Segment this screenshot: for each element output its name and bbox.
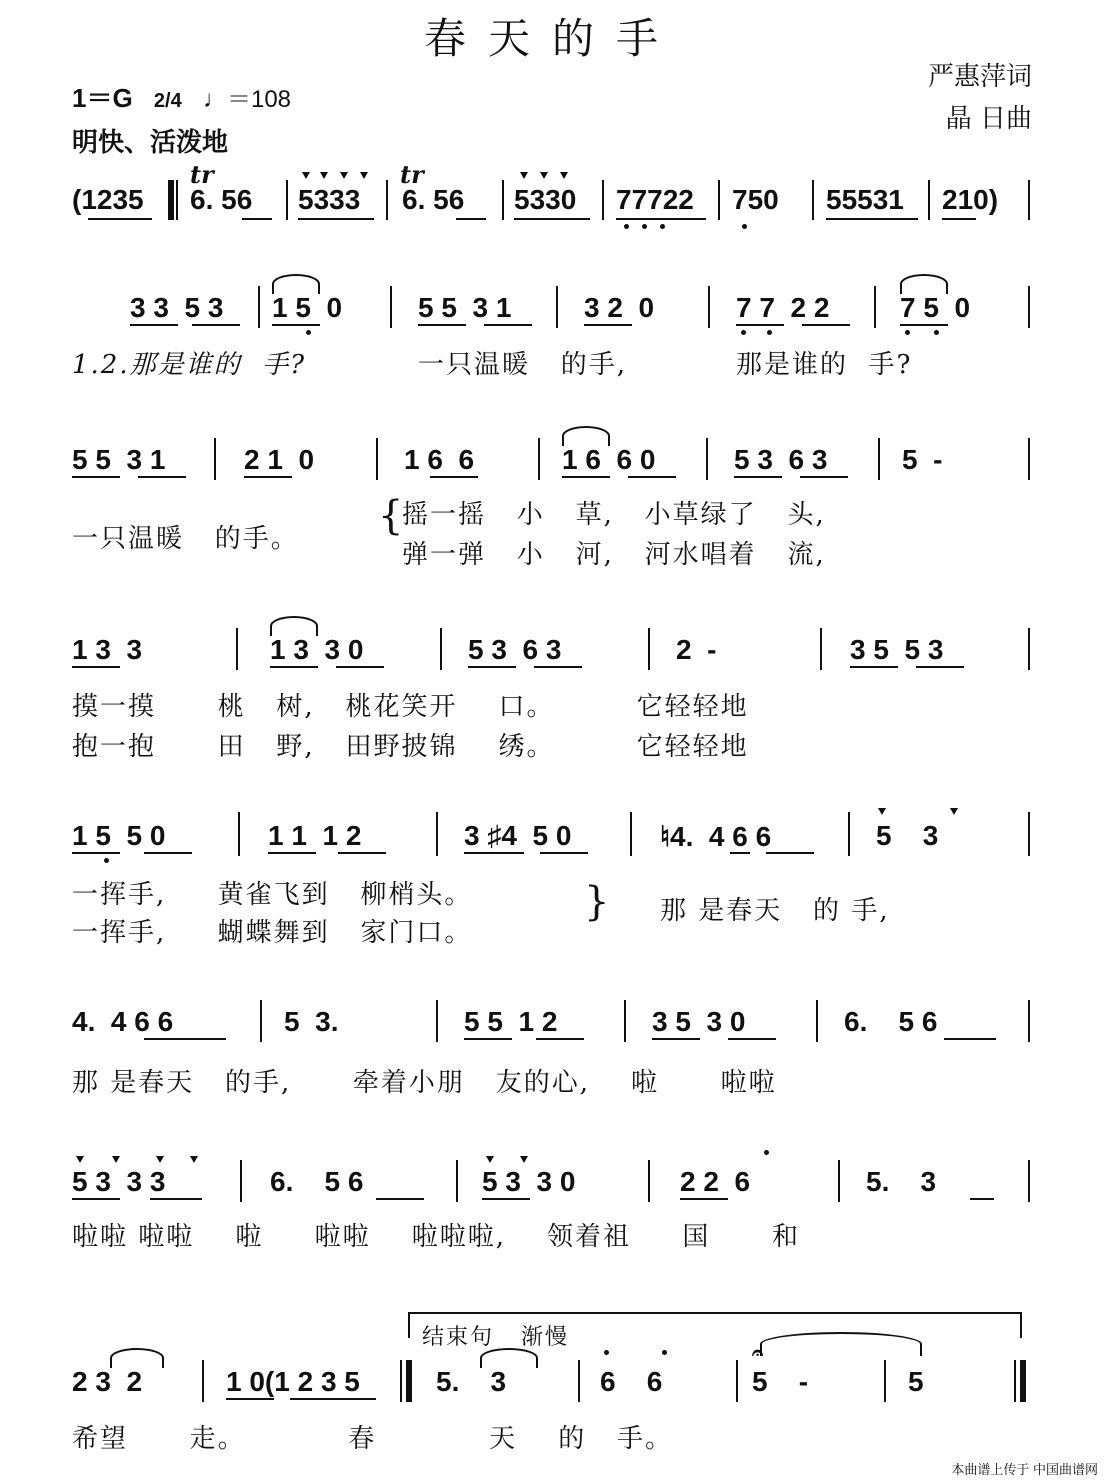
accent-mark	[878, 808, 886, 815]
underline	[242, 218, 272, 220]
underline	[464, 852, 524, 854]
ending-bracket-right	[1020, 1312, 1022, 1338]
accent-mark	[540, 172, 548, 179]
measure: 5. 3	[866, 1166, 937, 1197]
barline	[1028, 812, 1030, 856]
underline	[144, 1038, 226, 1040]
slur	[480, 1348, 538, 1368]
barline	[820, 628, 822, 670]
barline	[202, 1360, 204, 1402]
barline	[630, 812, 632, 856]
measure: 6. 5 6	[844, 1006, 938, 1037]
high-dot	[604, 1350, 609, 1355]
slur	[270, 616, 318, 636]
repeat-bar	[406, 1360, 412, 1402]
accent-mark	[486, 1156, 494, 1163]
underline	[464, 1038, 512, 1040]
barline	[1028, 1160, 1030, 1202]
low-dot	[104, 858, 109, 863]
verse-brace: {	[378, 493, 404, 539]
accent-mark	[340, 172, 348, 179]
measure: 55531	[826, 184, 904, 215]
underline	[802, 324, 850, 326]
lyric-verse-1: 一挥手, 黄雀飞到 柳梢头。	[72, 880, 473, 910]
song-title: 春天的手	[423, 14, 680, 63]
underline	[226, 1398, 274, 1400]
barline	[816, 1000, 818, 1042]
underline	[584, 324, 632, 326]
underline	[628, 476, 676, 478]
measure: (1235	[72, 184, 144, 215]
underline	[800, 476, 848, 478]
measure: 210)	[942, 184, 999, 215]
underline	[138, 476, 186, 478]
underline	[766, 852, 814, 854]
barline	[238, 812, 240, 856]
expression-marking: 明快、活泼地	[72, 127, 229, 157]
barline	[838, 1160, 840, 1202]
underline	[942, 218, 976, 220]
measure: 7 5 0	[900, 292, 971, 323]
underline	[130, 324, 178, 326]
barline	[376, 438, 378, 480]
accent-mark	[520, 1156, 528, 1163]
barline	[624, 1000, 626, 1042]
underline	[680, 1198, 728, 1200]
underline	[944, 1038, 996, 1040]
lyric-line: 啦啦 啦啦 啦 啦啦 啦啦啦, 领着祖 国 和	[72, 1222, 800, 1252]
measure: 5 -	[902, 444, 943, 475]
underline	[418, 324, 466, 326]
accent-mark	[76, 1156, 84, 1163]
low-dot	[624, 224, 629, 229]
measure: 6. 5 6	[270, 1166, 364, 1197]
low-dot	[934, 330, 939, 335]
underline	[336, 666, 384, 668]
underline	[850, 666, 898, 668]
barline	[1028, 1000, 1030, 1042]
barline	[456, 1160, 458, 1202]
measure: 1 3 3	[72, 634, 143, 665]
final-bar	[1020, 1360, 1026, 1402]
accent-mark	[190, 1156, 198, 1163]
time-signature: 2/4	[153, 90, 182, 112]
measure: 7 7 2 2	[736, 292, 830, 323]
measure: 1 1 1 2	[268, 820, 362, 851]
key-signature: 1＝G	[72, 83, 133, 113]
measure: 2 -	[676, 634, 717, 665]
tie	[760, 1332, 922, 1356]
underline	[730, 852, 750, 854]
underline	[72, 1198, 120, 1200]
underline	[826, 218, 918, 220]
composer-credit: 晶 日曲	[945, 104, 1032, 134]
verse-brace: }	[584, 879, 610, 925]
underline	[916, 666, 964, 668]
barline	[538, 438, 540, 480]
slur	[562, 426, 610, 446]
low-dot	[905, 330, 910, 335]
low-dot	[767, 330, 772, 335]
underline	[456, 218, 486, 220]
measure: 77722	[616, 184, 694, 215]
lyric-verse-2: 弹一弹 小 河, 河水唱着 流,	[402, 540, 826, 570]
underline	[272, 324, 320, 326]
barline	[718, 180, 720, 220]
underline	[298, 218, 374, 220]
trill-mark: tr	[400, 160, 424, 189]
underline	[244, 476, 292, 478]
measure: 5 3 3 3	[72, 1166, 166, 1197]
measure: 1 5 5 0	[72, 820, 166, 851]
barline	[1014, 1360, 1016, 1402]
measure: 2 1 0	[244, 444, 315, 475]
measure: 3 5 5 3	[850, 634, 944, 665]
underline	[616, 218, 706, 220]
accent-mark	[950, 808, 958, 815]
accent-mark	[302, 172, 310, 179]
underline	[144, 852, 192, 854]
barline	[874, 286, 876, 328]
underline	[900, 324, 948, 326]
barline	[236, 628, 238, 670]
lyric-verse-2: 一挥手, 蝴蝶舞到 家门口。	[72, 918, 473, 948]
barline	[648, 628, 650, 670]
underline	[514, 218, 590, 220]
trill-mark: tr	[190, 160, 214, 189]
measure: 5 3 6 3	[468, 634, 562, 665]
barline	[706, 438, 708, 480]
underline	[72, 852, 120, 854]
barline	[386, 180, 388, 220]
underline	[376, 1198, 424, 1200]
underline	[468, 666, 516, 668]
underline	[652, 1038, 700, 1040]
underline	[150, 1198, 202, 1200]
barline	[258, 286, 260, 328]
measure: 5333	[298, 184, 361, 215]
footer-credit: 本曲谱上传于 中国曲谱网	[951, 1462, 1098, 1477]
barline	[260, 1000, 262, 1042]
underline	[268, 852, 316, 854]
measure: 6. 56	[190, 184, 253, 215]
measure: 6. 56	[402, 184, 465, 215]
measure: 1 5 0	[272, 292, 343, 323]
low-dot	[741, 330, 746, 335]
measure: 5. 3	[436, 1366, 507, 1397]
underline	[534, 666, 582, 668]
measure: 3 2 0	[584, 292, 655, 323]
slur	[110, 1348, 164, 1368]
tempo-marking: ♩＝108	[202, 86, 292, 113]
underline	[562, 476, 610, 478]
underline	[734, 476, 782, 478]
lyricist-credit: 严惠萍词	[927, 62, 1032, 92]
high-dot	[662, 1350, 667, 1355]
low-dot	[306, 330, 311, 335]
underline	[736, 324, 784, 326]
barline	[1028, 438, 1030, 480]
barline	[578, 1360, 580, 1402]
underline	[536, 1038, 584, 1040]
slur	[900, 274, 948, 294]
barline	[1028, 628, 1030, 670]
barline	[648, 1160, 650, 1202]
low-dot	[660, 224, 665, 229]
underline	[88, 218, 152, 220]
underline	[72, 666, 120, 668]
barline	[436, 812, 438, 856]
barline	[240, 1160, 242, 1202]
underline	[540, 852, 588, 854]
low-dot	[642, 224, 647, 229]
underline	[338, 852, 386, 854]
underline	[72, 476, 120, 478]
underline	[728, 1038, 776, 1040]
key-tempo	[72, 78, 291, 115]
lyric-verse-1: 摇一摇 小 草, 小草绿了 头,	[402, 500, 826, 530]
barline	[812, 180, 814, 220]
measure: ♮4. 4 6 6	[660, 821, 772, 852]
measure: 1 0(1 2 3 5	[226, 1366, 360, 1397]
accent-mark	[520, 172, 528, 179]
measure: 5 -	[752, 1366, 809, 1397]
measure: 3 ♯4 5 0	[464, 820, 572, 851]
lyric-segment: 1.2.那是谁的 手?	[72, 350, 307, 380]
measure: 5 5 1 2	[464, 1006, 558, 1037]
underline	[430, 476, 478, 478]
lyric-verse-2: 抱一抱 田 野, 田野披锦 绣。 它轻轻地	[72, 732, 749, 762]
lyric-line: 希望 走。 春 天 的 手。	[72, 1424, 673, 1454]
measure: 1 6 6 0	[562, 444, 656, 475]
barline	[556, 286, 558, 328]
measure: 5 5 3 1	[72, 444, 166, 475]
measure: 2 2 6	[680, 1166, 751, 1197]
barline	[878, 438, 880, 480]
slur	[272, 274, 320, 294]
underline	[192, 324, 240, 326]
lyric-segment: 那是谁的 手?	[736, 350, 913, 380]
underline	[484, 324, 532, 326]
lyric-line: 那 是春天 的手, 牵着小朋 友的心, 啦 啦啦	[72, 1068, 777, 1098]
barline	[884, 1360, 886, 1402]
barline	[708, 286, 710, 328]
accent-mark	[360, 172, 368, 179]
measure: 2 3 2	[72, 1366, 143, 1397]
ending-bracket-top	[408, 1312, 1022, 1314]
accent-mark	[560, 172, 568, 179]
barline	[176, 180, 178, 220]
underline	[290, 1398, 376, 1400]
barline	[400, 1360, 402, 1402]
accent-mark	[320, 172, 328, 179]
measure: 3 5 3 0	[652, 1006, 746, 1037]
barline	[1028, 180, 1030, 220]
underline	[970, 1198, 994, 1200]
barline	[502, 180, 504, 220]
fermata-icon: 𝄐	[752, 1342, 764, 1364]
high-dot	[764, 1150, 769, 1155]
measure: 750	[732, 184, 779, 215]
barline	[286, 180, 288, 220]
repeat-bar	[168, 180, 174, 220]
lyric-segment: 一只温暖 的手,	[418, 350, 628, 380]
barline	[602, 180, 604, 220]
measure: 1 6 6	[404, 444, 475, 475]
measure: 1 3 3 0	[270, 634, 364, 665]
ending-bracket-left	[408, 1312, 410, 1338]
barline	[848, 812, 850, 856]
measure: 5 3 3 0	[482, 1166, 576, 1197]
low-dot	[742, 224, 747, 229]
measure: 5 5 3 1	[418, 292, 512, 323]
lyric-segment: 一只温暖 的手。	[72, 524, 299, 554]
measure: 5 3	[876, 820, 939, 851]
lyric-shared: 那 是春天 的 手,	[660, 896, 890, 926]
barline	[390, 286, 392, 328]
measure: 5 3.	[284, 1006, 339, 1037]
measure: 4. 4 6 6	[72, 1006, 174, 1037]
barline	[436, 1000, 438, 1042]
underline	[482, 1198, 530, 1200]
underline	[270, 666, 318, 668]
accent-mark	[112, 1156, 120, 1163]
ending-label: 结束句 渐慢	[422, 1325, 569, 1350]
barline	[928, 180, 930, 220]
measure: 6 6	[600, 1366, 663, 1397]
lyric-verse-1: 摸一摸 桃 树, 桃花笑开 口。 它轻轻地	[72, 692, 749, 722]
barline	[1028, 286, 1030, 328]
measure: 5	[908, 1366, 924, 1397]
barline	[440, 628, 442, 670]
accent-mark	[156, 1156, 164, 1163]
barline	[736, 1360, 738, 1402]
measure: 5 3 6 3	[734, 444, 828, 475]
barline	[214, 438, 216, 480]
measure: 5330	[514, 184, 577, 215]
measure: 3 3 5 3	[130, 292, 224, 323]
